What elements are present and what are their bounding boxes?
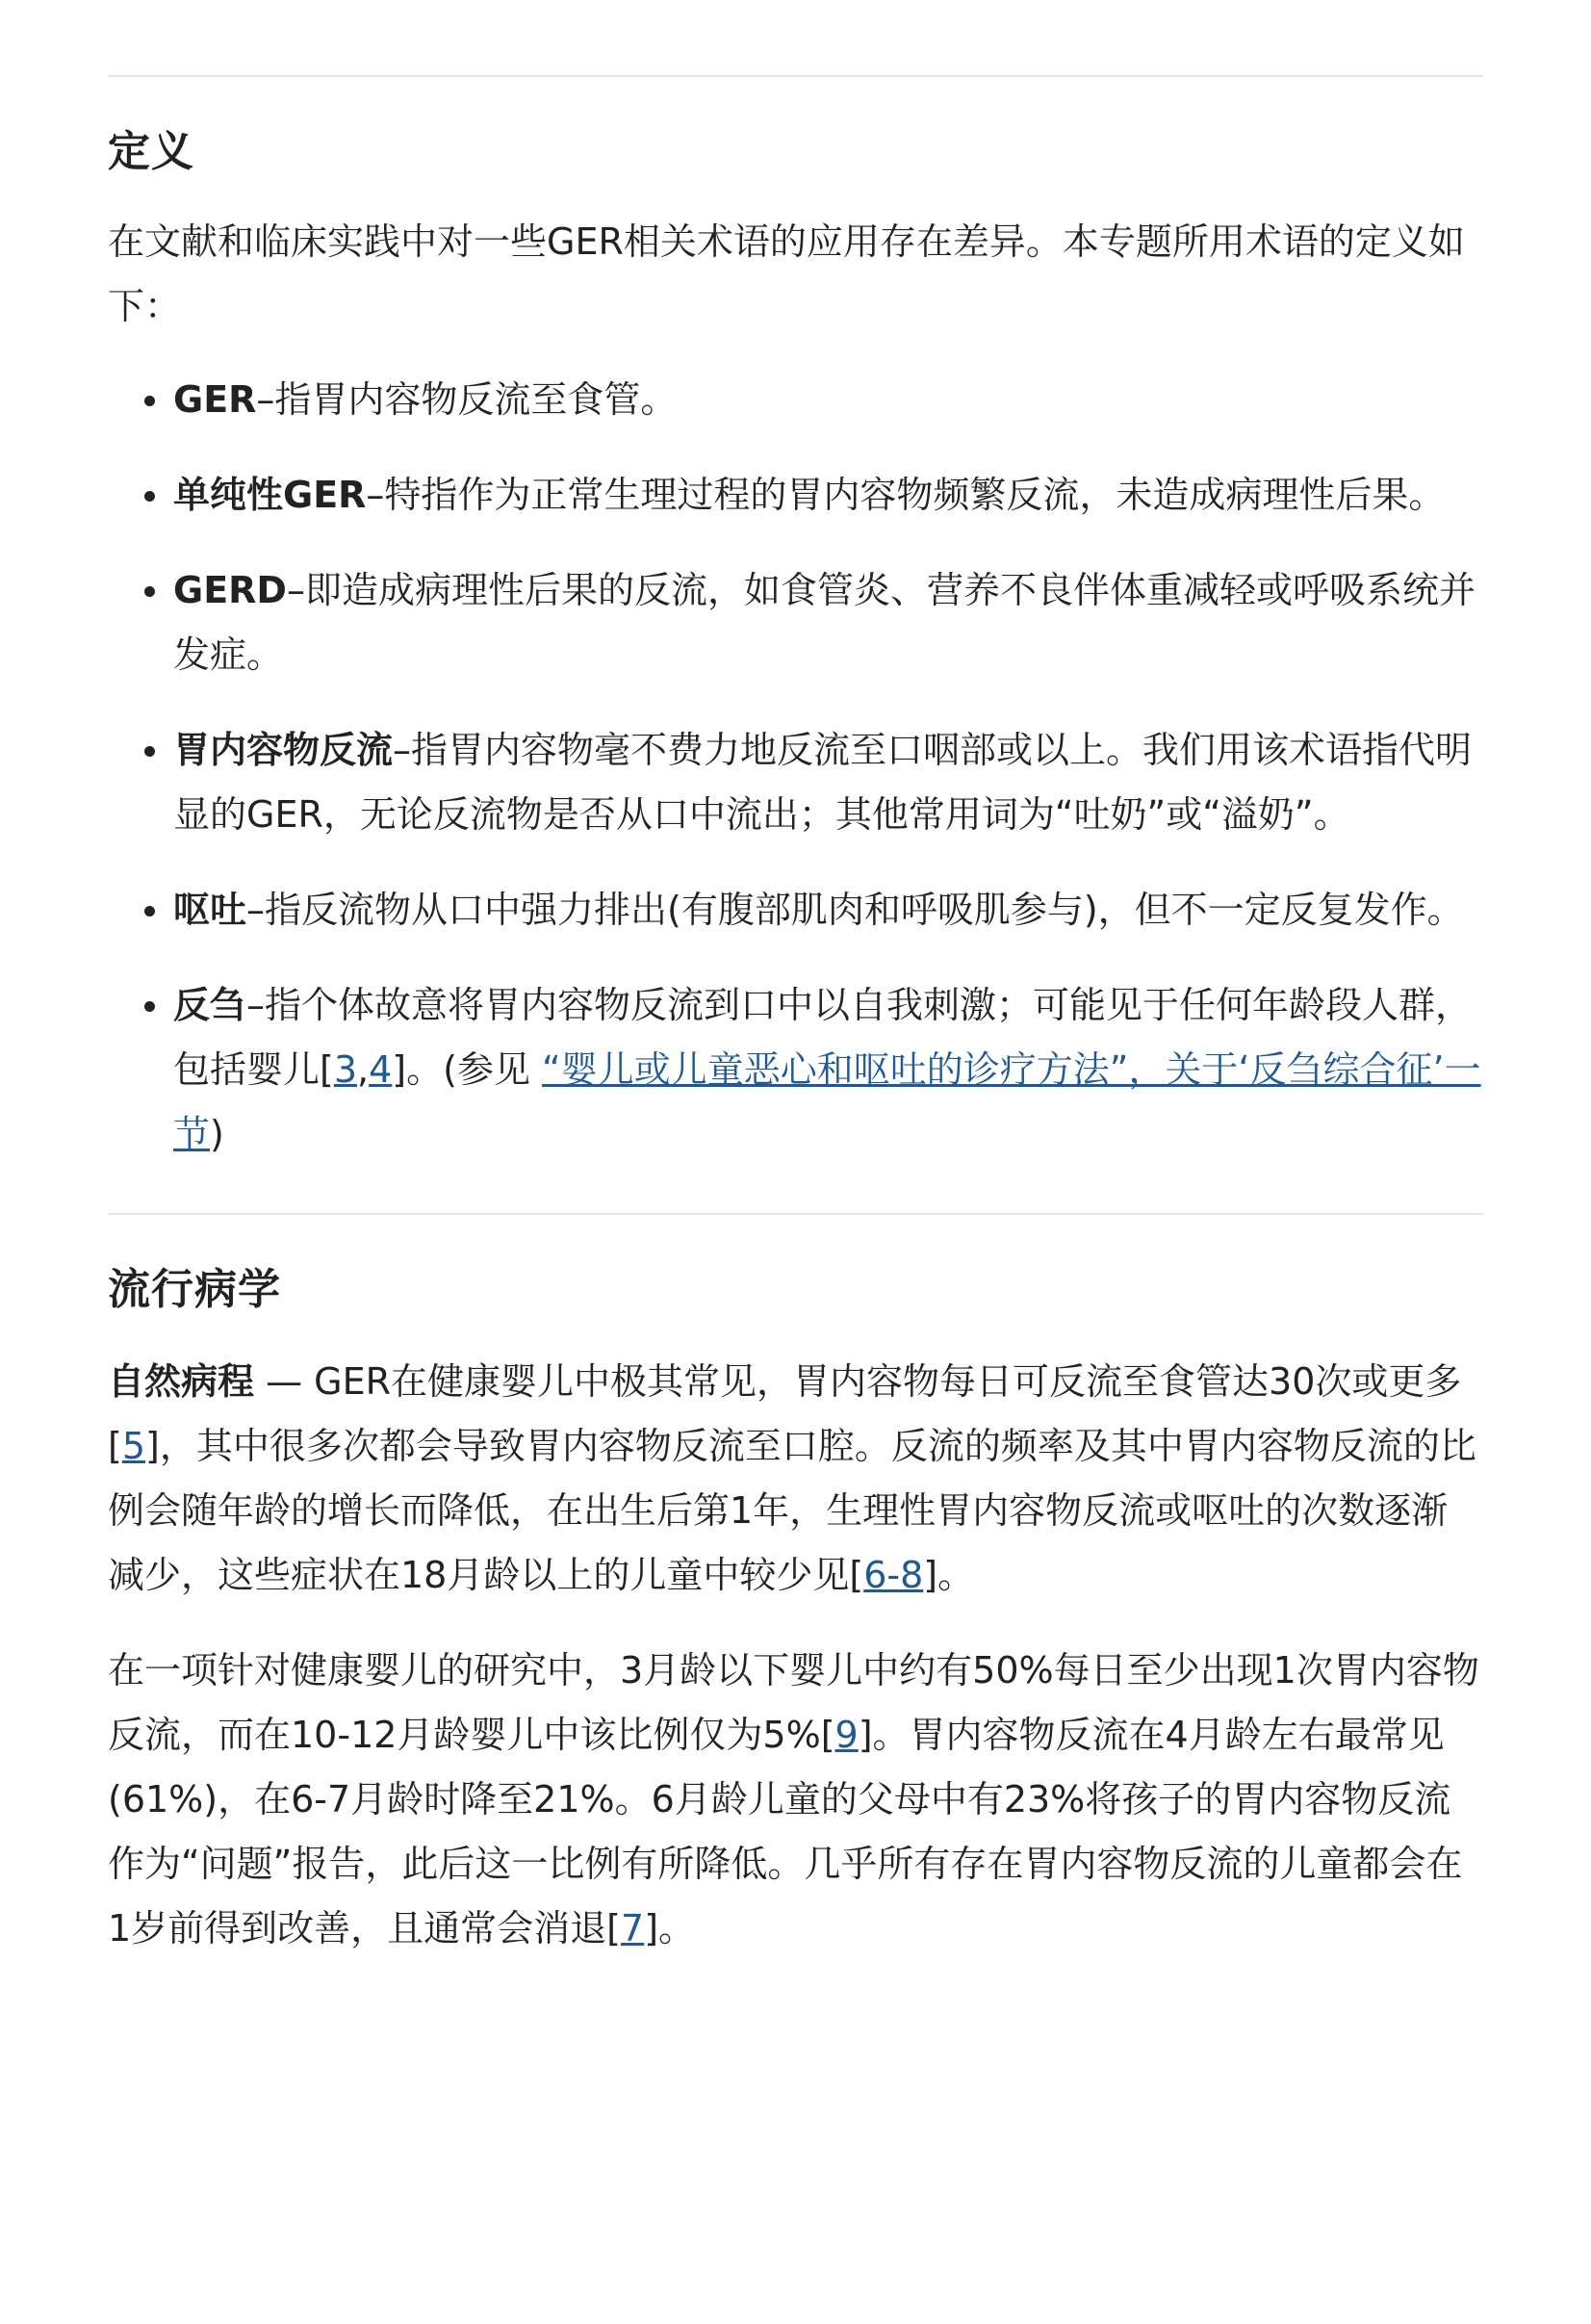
paragraph-text: — GER在健康婴儿中极其常见，胃内容物每日可反流至食管达30次或更多[ [108,1360,1462,1467]
list-item [173,558,1483,687]
term-separator: – [246,889,266,931]
paragraph-text: ]。 [923,1554,975,1596]
term-ger: GER [173,378,257,421]
article-page [0,75,1591,2324]
definition-text-after-refs: ]。(参见 [392,1048,543,1091]
reference-link-4[interactable]: 4 [369,1048,393,1091]
closing-paren: ) [210,1113,224,1155]
definitions-list [108,368,1483,1167]
definitions-section [108,123,1483,1167]
term-simple-ger: 单纯性GER [173,474,367,516]
list-item [173,973,1483,1167]
definition-text: 指个体故意将胃内容物反流到口中以自我刺激；可能见于任何年龄段人群，包括婴儿[ [173,984,1473,1091]
definition-text: 特指作为正常生理过程的胃内容物频繁反流，未造成病理性后果。 [384,474,1446,516]
section-divider [108,1213,1483,1215]
top-divider [108,75,1483,77]
rumination-topic-link[interactable]: “婴儿或儿童恶心和呕吐的诊疗方法”，关于‘反刍综合征’一节 [173,1048,1481,1155]
paragraph-text: 在一项针对健康婴儿的研究中，3月龄以下婴儿中约有50%每日至少出现1次胃内容物反流，而在10-12月龄婴儿中该比例仅为5%[ [108,1649,1479,1756]
list-item [173,718,1483,847]
paragraph-text: ]，其中很多次都会导致胃内容物反流至口腔。反流的频率及其中胃内容物反流的比例会随年龄的增长而降低，在出生后第1年，生理性胃内容物反流或呕吐的次数逐渐减少，这些症状在18月龄以上的儿童中较少见[ [108,1425,1476,1596]
list-item [173,368,1483,432]
term-separator: – [286,569,305,611]
reference-link-6-8[interactable]: 6-8 [863,1554,924,1596]
study-paragraph [108,1639,1483,1961]
list-item [173,463,1483,528]
term-gerd: GERD [173,569,287,611]
term-regurgitation: 胃内容物反流 [173,729,394,771]
definitions-heading: 定义 [108,127,194,176]
term-vomiting: 呕吐 [173,889,247,931]
reference-link-5[interactable]: 5 [121,1425,146,1467]
paragraph-text: ]。胃内容物反流在4月龄左右最常见(61%)，在6-7月龄时降至21%。6月龄儿童的父母中有23%将孩子的胃内容物反流作为“问题”报告，此后这一比例有所降低。几乎所有存在胃内容物反流的儿童都会在1岁前得到改善，且通常会消退[ [108,1714,1463,1950]
definitions-intro: 在文献和临床实践中对一些GER相关术语的应用存在差异。本专题所用术语的定义如下： [108,220,1465,327]
reference-link-7[interactable]: 7 [621,1907,645,1950]
term-separator: – [366,474,385,516]
natural-history-lead: 自然病程 [108,1360,255,1403]
definition-text: 指胃内容物毫不费力地反流至口咽部或以上。我们用该术语指代明显的GER，无论反流物是否从口中流出；其他常用词为“吐奶”或“溢奶”。 [173,729,1473,836]
epidemiology-heading: 流行病学 [108,1265,281,1314]
term-separator: – [256,378,275,421]
list-item [173,878,1483,943]
definition-text: 指反流物从口中强力排出(有腹部肌肉和呼吸肌参与)，但不一定反复发作。 [265,889,1464,931]
reference-link-9[interactable]: 9 [834,1714,859,1756]
term-separator: – [246,984,266,1026]
reference-comma: , [357,1048,370,1091]
term-separator: – [393,729,412,771]
definition-text: 指胃内容物反流至食管。 [274,378,678,421]
definition-text: 即造成病理性后果的反流，如食管炎、营养不良伴体重减轻或呼吸系统并发症。 [173,569,1476,676]
epidemiology-section [108,1261,1483,1961]
reference-link-3[interactable]: 3 [333,1048,358,1091]
term-rumination: 反刍 [173,984,247,1026]
paragraph-text: ]。 [644,1907,696,1950]
natural-history-paragraph [108,1350,1483,1608]
